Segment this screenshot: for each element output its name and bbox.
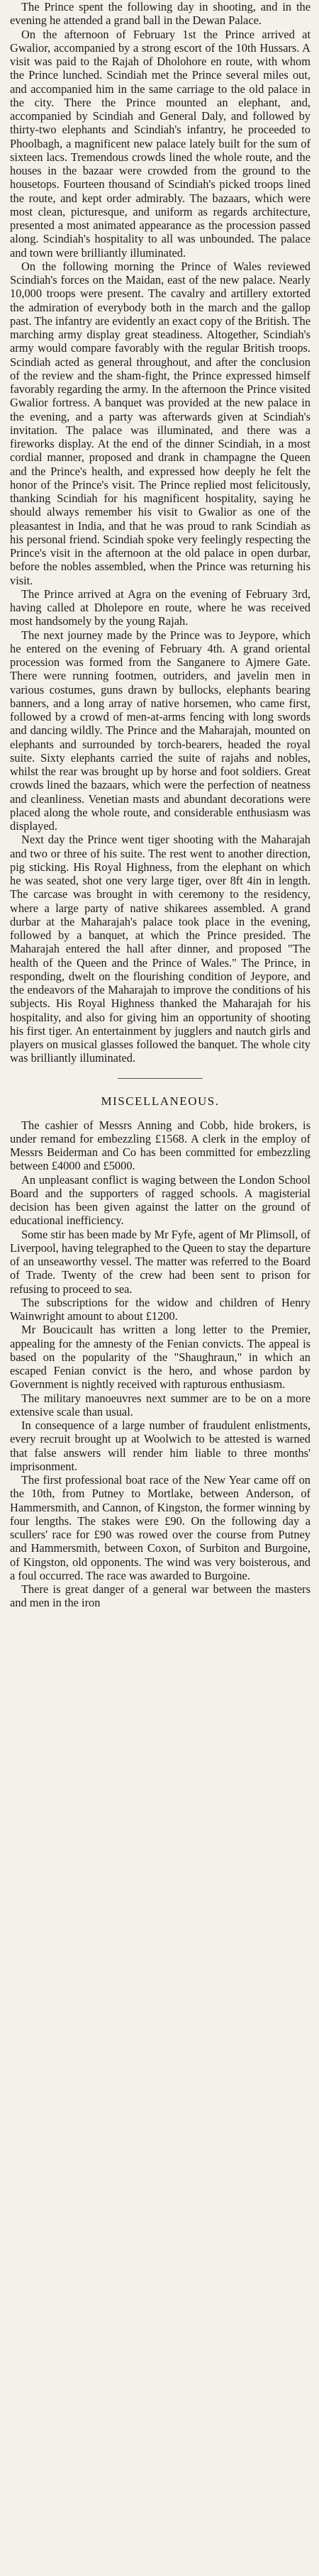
article-paragraph: On the afternoon of February 1st the Prince arrived at Gwalior, accompanied by a strong escort of the 10th Hussars. A visit was paid to the Rajah of Dholohore en route, with whom the Prince lunched. Scindiah met the Prince several miles out, and accompanied him in the same carriage to the old palace in the city. There the Prince mounted an elephant, and, accompanied by Scindiah and General Daly, and followed by thirty-two elephants and Scindiah's infantry, he proceeded to Phoolbagh, a magnificent new palace lately built for the sum of sixteen lacs. Tremendous crowds lined the whole route, and the houses in the bazaar were crowded from the ground to the housetops. Fourteen thousand of Scindiah's picked troops lined the route, and kept order admirably. The bazaars, which were most clean, picturesque, and uniform as regards architecture, presented a most animated appearance as the procession passed along. Scindiah's hospitality to all was unbounded. The palace and town were brilliantly illuminated. [10,27,310,260]
article-paragraph: An unpleasant conflict is waging between the London School Board and the supporters of ragged schools. A magisterial decision has been given against the latter on the ground of educational inefficiency. [10,1172,310,1228]
article-paragraph: The Prince arrived at Agra on the evening of February 3rd, having called at Dholepore en route, where he was received most handsomely by the young Rajah. [10,587,310,628]
article-prince-tour [10,0,310,1065]
article-paragraph: Next day the Prince went tiger shooting with the Maharajah and two or three of his suite. The rest went to another direction, pig sticking. His Royal Highness, from the elephant on which he was seated, shot one very large tiger, over 8ft 4in in length. The carcase was brought in with ceremony to the residency, where a large party of native shikarees assembled. A grand durbar at the Maharajah's palace took place in the evening, followed by a banquet, at which the Prince presided. The Maharajah entered the hall after dinner, and proposed "The health of the Queen and the Prince of Wales." The Prince, in responding, dwelt on the flourishing condition of Jeypore, and the endeavors of the Maharajah to improve the conditions of his subjects. His Royal Highness thanked the Maharajah for his hospitality, and also for giving him an opportunity of shooting his first tiger. An entertainment by jugglers and nautch girls and players on musical glasses followed the banquet. The whole city was brilliantly illuminated. [10,833,310,1065]
article-paragraph: Some stir has been made by Mr Fyfe, agent of Mr Plimsoll, of Liverpool, having telegraphed to the Queen to stay the departure of an unseaworthy vessel. The matter was referred to the Board of Trade. Twenty of the crew had been sent to prison for refusing to proceed to sea. [10,1227,310,1296]
article-paragraph: Mr Boucicault has written a long letter to the Premier, appealing for the amnesty of the Fenian convicts. The appeal is based on the popularity of the "Shaughraun," in which an escaped Fenian convict is the hero, and whose pardon by Government is nightly received with rapturous enthusiasm. [10,1323,310,1392]
article-paragraph: The first professional boat race of the New Year came off on the 10th, from Putney to Mortlake, between Anderson, of Hammersmith, and Cannon, of Kingston, the former winning by four lengths. The stakes were £90. On the following day a scullers' race for £90 was rowed over the course from Putney and Hammersmith, between Coxon, of Surbiton and Burgoine, of Kingston, old opponents. The wind was very boisterous, and a foul occurred. The race was awarded to Burgoine. [10,1473,310,1582]
section-divider [118,1078,203,1079]
section-heading: MISCELLANEOUS. [101,1094,220,1108]
article-paragraph: On the following morning the Prince of Wales reviewed Scindiah's forces on the Maidan, east of the new palace. Nearly 10,000 troops were present. The cavalry and artillery extorted the admiration of everybody both in the march and the gallop past. The infantry are evidently an exact copy of the British. The marching army display great steadiness. Altogether, Scindiah's army would compare favorably with the regular British troops. Scindiah acted as general throughout, and after the conclusion of the review and the sham-fight, the Prince expressed himself favorably regarding the army. In the afternoon the Prince visited Gwalior fortress. A banquet was provided at the new palace in the evening, and a party was afterwards given at Scindiah's invitation. The palace was illuminated, and there was a fireworks display. At the end of the dinner Scindiah, in a most cordial manner, proposed and drank in champagne the Queen and the Prince's health, and expressed how deeply he felt the honor of the Prince's visit. The Prince replied most felicitously, thanking Scindiah for his magnificent hospitality, saying he should always remember his visit to Gwalior as one of the pleasantest in India, and that he was proud to rank Scindiah as his personal friend. Scindiah spoke very feelingly respecting the Prince's visit in the afternoon at the old palace in open durbar, before the nobles assembled, when the Prince was returning his visit. [10,259,310,587]
article-paragraph: In consequence of a large number of fraudulent enlistments, every recruit brought up at Woolwich to be attested is warned that false answers will render him liable to three months' imprisonment. [10,1419,310,1473]
article-paragraph: The cashier of Messrs Anning and Cobb, hide brokers, is under remand for embezzling £1568. A clerk in the employ of Messrs Beiderman and Co has been committed for embezzling between £4000 and £5000. [10,1118,310,1173]
article-miscellaneous [10,1118,310,1610]
article-paragraph: The Prince spent the following day in shooting, and in the evening he attended a grand ball in the Dewan Palace. [10,0,310,28]
article-paragraph: The military manoeuvres next summer are to be on a more extensive scale than usual. [10,1391,310,1419]
article-paragraph: The next journey made by the Prince was to Jeypore, which he entered on the evening of February 4th. A grand oriental procession was formed from the Sanganere to Ajmere Gate. There were running footmen, outriders, and javelin men in various costumes, guns drawn by bullocks, elephants bearing banners, and a long array of native horsemen, who came first, followed by a crowd of men-at-arms fencing with long swords and dancing wildly. The Prince and the Maharajah, mounted on elephants and surrounded by torch-bearers, headed the royal suite. Sixty elephants carried the suite of rajahs and nobles, whilst the rear was brought up by horse and foot soldiers. Great crowds lined the bazaars, which were the perfection of neatness and cleanliness. Venetian masts and abundant decorations were placed along the whole route, and considerable enthusiasm was displayed. [10,628,310,833]
article-paragraph: The subscriptions for the widow and children of Henry Wainwright amount to about £1200. [10,1295,310,1323]
article-paragraph: There is great danger of a general war between the masters and men in the iron [10,1582,310,1610]
